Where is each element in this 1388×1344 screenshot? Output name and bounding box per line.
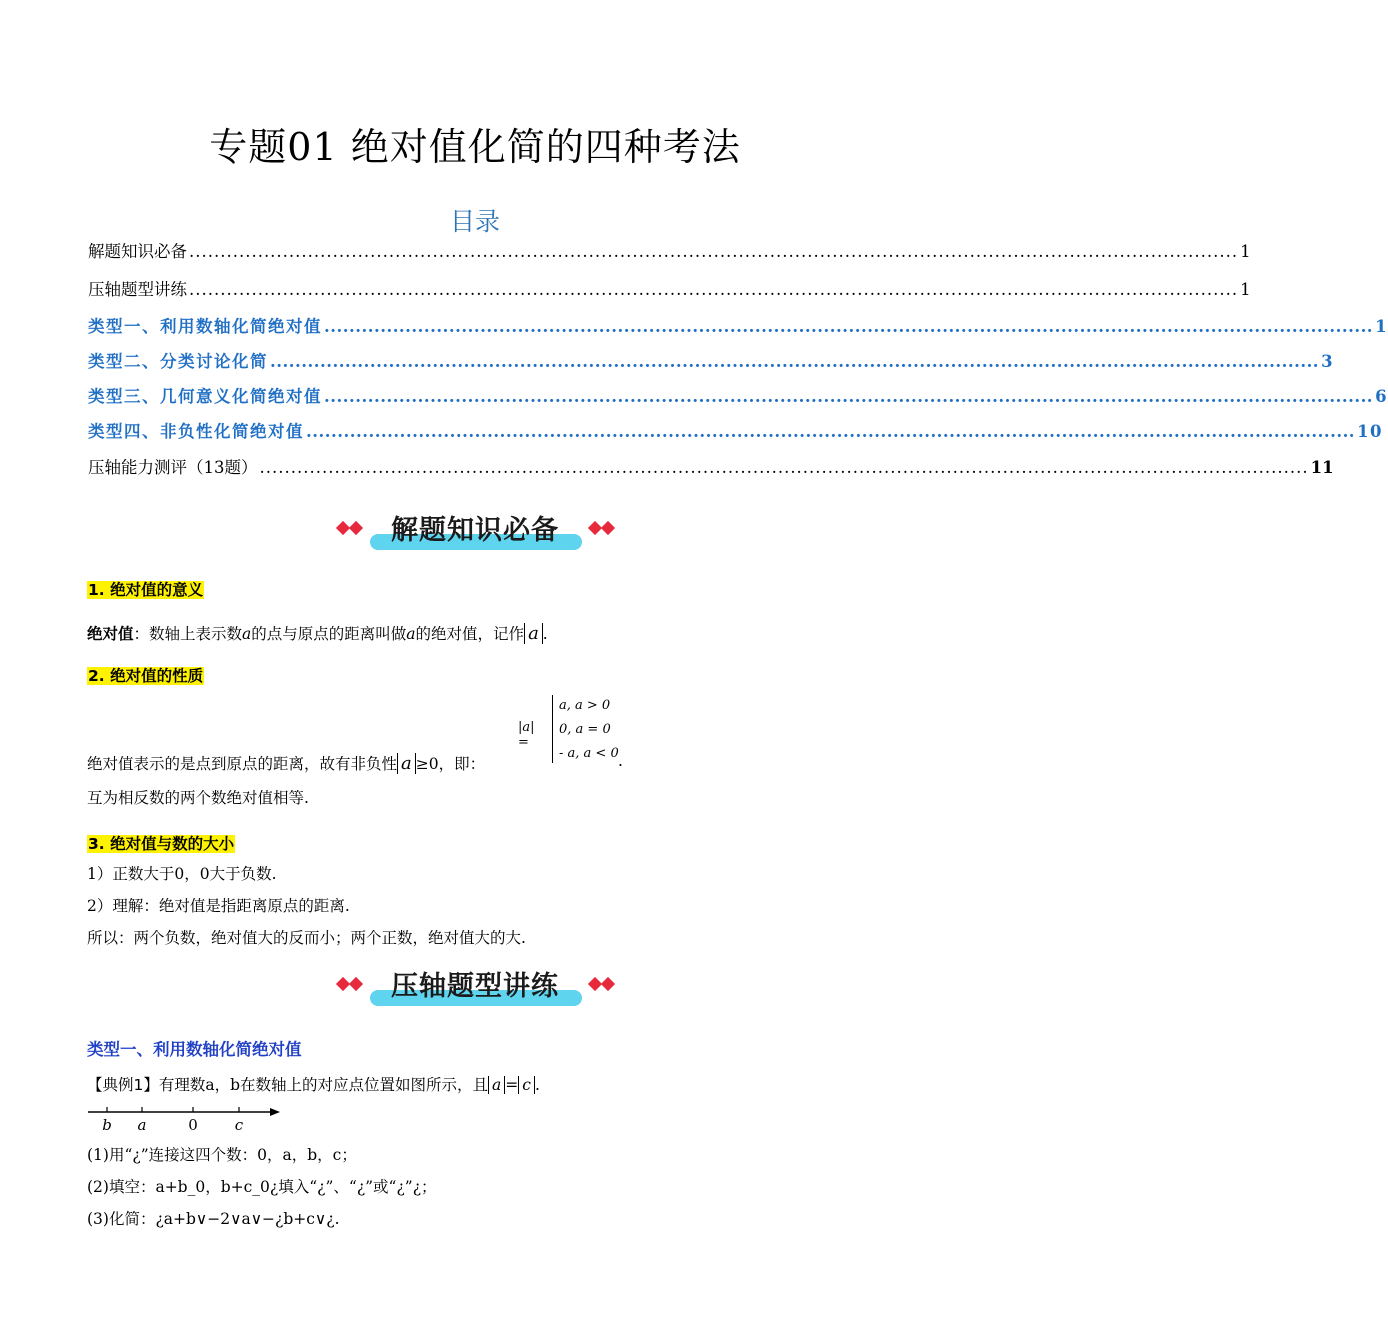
- section-banner-knowledge: [0, 506, 950, 556]
- label-b: b: [102, 1116, 112, 1134]
- toc-leader: ........................................................................................................................................................................: [259, 458, 1309, 477]
- toc-item-label: 压轴能力测评（13题）: [88, 458, 258, 477]
- label-a: a: [137, 1116, 147, 1134]
- toc-item-label: 类型二、分类讨论化简: [88, 352, 268, 371]
- type1-heading: 类型一、利用数轴化简绝对值: [87, 1040, 302, 1059]
- section-banner-practice: [0, 962, 950, 1012]
- question-1: (1)用“¿”连接这四个数：0，a，b，c；: [87, 1146, 357, 1164]
- banner-title: 压轴题型讲练: [391, 971, 559, 1002]
- size-line-1: 1）正数大于0，0大于负数.: [87, 865, 277, 883]
- toc-item-page: 10: [1357, 422, 1384, 441]
- toc-leader: ........................................................................................................................................................................: [324, 317, 1374, 336]
- toc-item-page: 1: [1375, 317, 1388, 336]
- toc-item-type4[interactable]: [88, 418, 1384, 442]
- toc-item-page: 3: [1321, 352, 1335, 371]
- brace: [552, 695, 559, 763]
- toc-leader: ........................................................................................................................................................................: [189, 242, 1239, 261]
- toc-leader: ........................................................................................................................................................................: [324, 387, 1374, 406]
- toc-leader: ........................................................................................................................................................................: [270, 352, 1320, 371]
- section-heading-size: 3. 绝对值与数的大小: [88, 835, 235, 853]
- size-line-3: 所以：两个负数，绝对值大的反而小；两个正数，绝对值大的大.: [87, 929, 526, 947]
- abs-notation: a: [524, 623, 543, 644]
- arrow-icon: [270, 1108, 280, 1116]
- label-c: c: [234, 1116, 244, 1134]
- section-heading-property: 2. 绝对值的性质: [88, 667, 204, 685]
- banner-title: 解题知识必备: [391, 515, 559, 546]
- toc-heading: 目录: [449, 207, 500, 236]
- toc-item-page: 1: [1240, 280, 1251, 299]
- toc-item-label: 类型四、非负性化简绝对值: [88, 422, 304, 441]
- toc-item-page: 1: [1240, 242, 1251, 261]
- toc-item-page: 11: [1310, 458, 1334, 477]
- toc-item-type1[interactable]: [88, 313, 1388, 337]
- question-2: (2)填空：a+b_0，b+c_0¿填入“¿”、“¿”或“¿”¿；: [87, 1178, 437, 1196]
- toc-item-practice[interactable]: [88, 276, 1251, 300]
- toc-item-label: 解题知识必备: [88, 242, 187, 261]
- property-line2: 互为相反数的两个数绝对值相等.: [87, 789, 309, 807]
- section-heading-meaning: 1. 绝对值的意义: [88, 581, 204, 599]
- toc-item-label: 类型三、几何意义化简绝对值: [88, 387, 322, 406]
- page-title: 专题01 绝对值化简的四种考法: [209, 125, 741, 169]
- toc-item-type3[interactable]: [88, 383, 1388, 407]
- number-line: [84, 1102, 284, 1134]
- abs-notation: a: [397, 753, 416, 774]
- toc-item-page: 6: [1375, 387, 1388, 406]
- toc-item-label: 压轴题型讲练: [88, 280, 187, 299]
- abs-notation: c: [518, 1076, 535, 1094]
- period: .: [618, 752, 623, 770]
- question-3: (3)化简：¿a+b∨−2∨a∨−¿b+c∨¿.: [87, 1210, 340, 1228]
- abs-notation: a: [488, 1076, 505, 1094]
- definition-paragraph: 绝对值：数轴上表示数a的点与原点的距离叫做a的绝对值，记作 a .: [87, 623, 548, 644]
- term-label: 绝对值: [87, 625, 134, 643]
- size-line-2: 2）理解：绝对值是指距离原点的距离.: [87, 897, 350, 915]
- label-0: 0: [188, 1116, 198, 1134]
- toc-item-label: 类型一、利用数轴化简绝对值: [88, 317, 322, 336]
- toc-item-knowledge[interactable]: [88, 238, 1251, 262]
- example-1: 【典例1】有理数a，b在数轴上的对应点位置如图所示，且 a = c .: [87, 1076, 540, 1094]
- toc-leader: ........................................................................................................................................................................: [306, 422, 1356, 441]
- property-paragraph: 绝对值表示的是点到原点的距离，故有非负性 a ≥0，即：: [87, 753, 486, 774]
- toc-item-assessment[interactable]: [88, 454, 1334, 478]
- toc-item-type2[interactable]: [88, 348, 1335, 372]
- toc-leader: ........................................................................................................................................................................: [189, 280, 1239, 299]
